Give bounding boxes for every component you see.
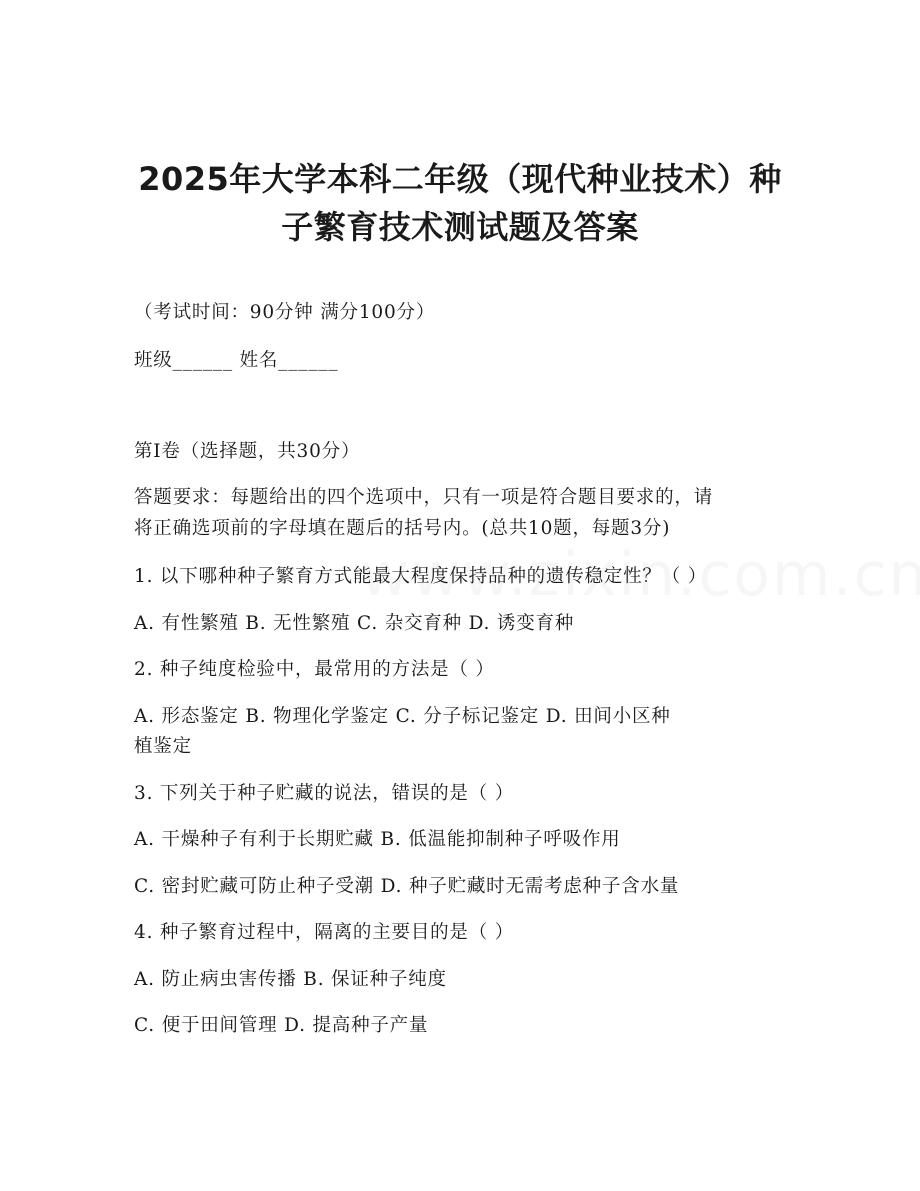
question-2-options-line-1: A. 形态鉴定 B. 物理化学鉴定 C. 分子标记鉴定 D. 田间小区种 (134, 706, 671, 727)
exam-info: （考试时间：90分钟 满分100分） (134, 302, 436, 323)
title-line-2: 子繁育技术测试题及答案 (281, 208, 639, 246)
class-name-line: 班级______ 姓名______ (134, 350, 339, 371)
instructions-line-2: 将正确选项前的字母填在题后的括号内。(总共10题，每题3分) (134, 518, 671, 539)
section-heading: 第I卷（选择题，共30分） (134, 441, 361, 462)
question-3-options-line-2: C. 密封贮藏可防止种子受潮 D. 种子贮藏时无需考虑种子含水量 (134, 876, 680, 897)
question-4-stem: 4. 种子繁育过程中，隔离的主要目的是（ ） (134, 922, 515, 943)
question-1-options: A. 有性繁殖 B. 无性繁殖 C. 杂交育种 D. 诱变育种 (134, 613, 575, 634)
question-3-stem: 3. 下列关于种子贮藏的说法，错误的是（ ） (134, 783, 515, 804)
instructions-line-1: 答题要求：每题给出的四个选项中，只有一项是符合题目要求的，请 (134, 487, 714, 508)
question-2-options-line-2: 植鉴定 (134, 736, 192, 757)
question-3-options-line-1: A. 干燥种子有利于长期贮藏 B. 低温能抑制种子呼吸作用 (134, 829, 621, 850)
question-4-options-line-2: C. 便于田间管理 D. 提高种子产量 (134, 1015, 429, 1036)
question-2-stem: 2. 种子纯度检验中，最常用的方法是（ ） (134, 659, 495, 680)
title-line-1: 2025年大学本科二年级（现代种业技术）种 (138, 160, 782, 198)
question-1-stem: 1. 以下哪种种子繁育方式能最大程度保持品种的遗传稳定性？（ ） (134, 566, 708, 587)
question-4-options-line-1: A. 防止病虫害传播 B. 保证种子纯度 (134, 969, 447, 990)
